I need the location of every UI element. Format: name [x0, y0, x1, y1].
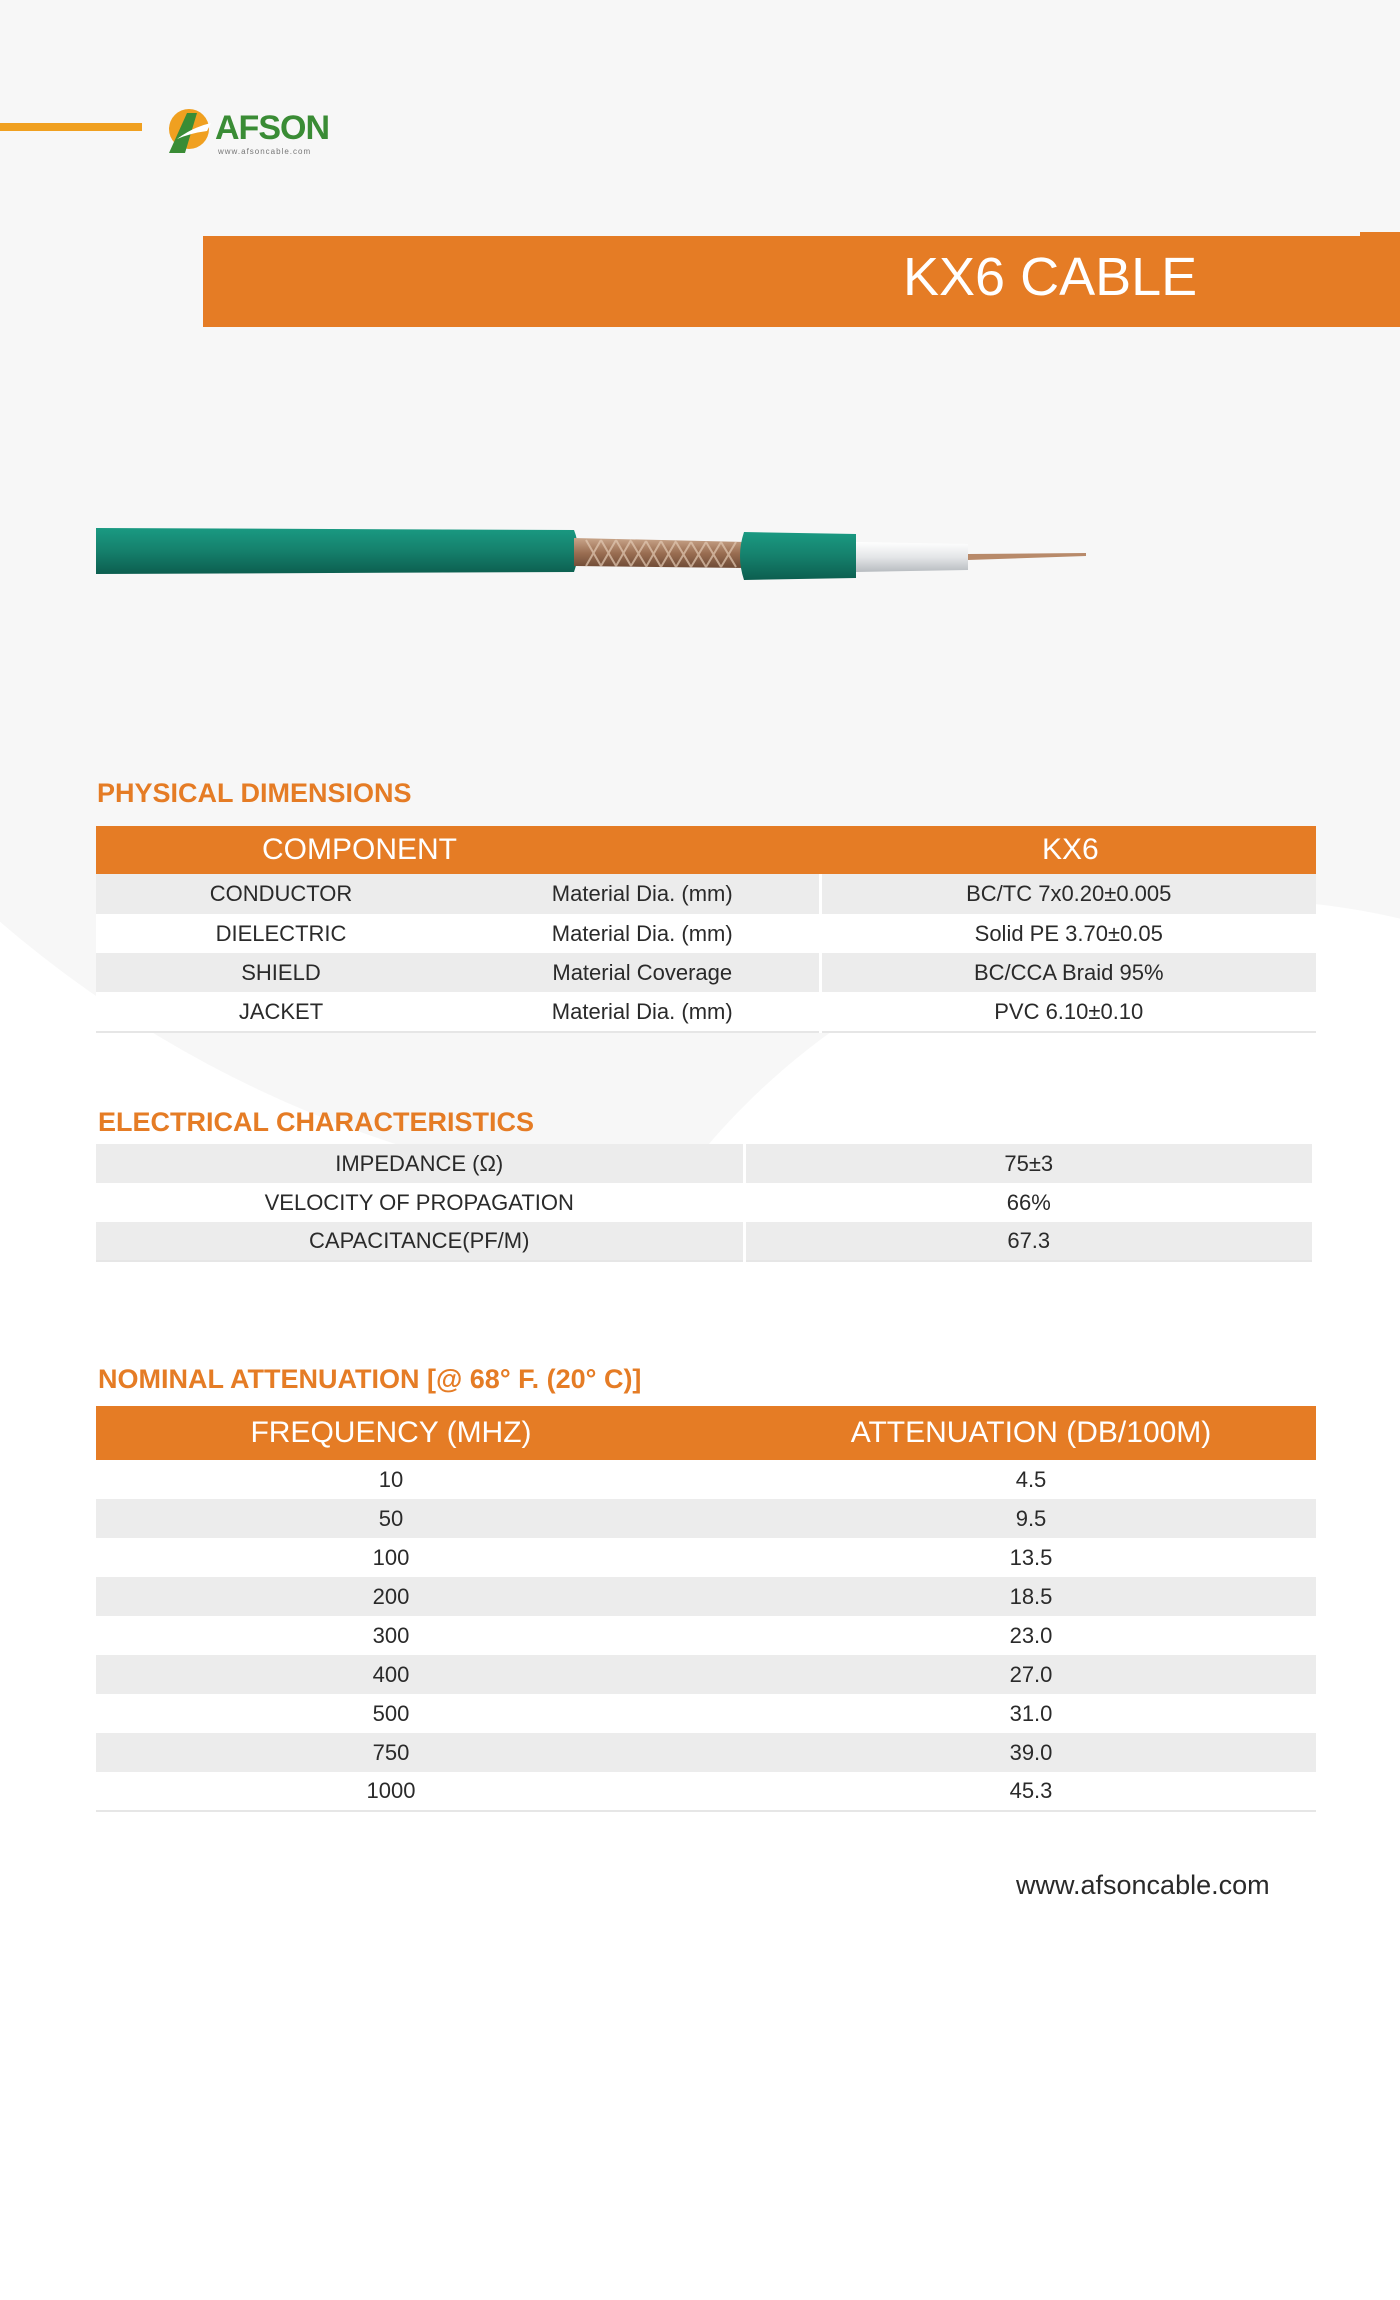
- table-row: [96, 1144, 1312, 1183]
- table-row: [96, 1538, 1316, 1577]
- component-cell: SHIELD: [96, 953, 466, 992]
- attenuation-cell: 13.5: [746, 1538, 1316, 1577]
- characteristic-cell: CAPACITANCE(PF/M): [96, 1222, 744, 1261]
- frequency-cell: 50: [96, 1499, 746, 1538]
- table-row: [96, 1577, 1316, 1616]
- value-cell: 66%: [744, 1183, 1312, 1222]
- value-cell: PVC 6.10±0.10: [820, 992, 1316, 1032]
- attenuation-cell: 23.0: [746, 1616, 1316, 1655]
- frequency-cell: 300: [96, 1616, 746, 1655]
- value-cell: BC/TC 7x0.20±0.005: [820, 874, 1316, 914]
- table-row: [96, 1772, 1316, 1811]
- frequency-cell: 400: [96, 1655, 746, 1694]
- electrical-characteristics-heading: ELECTRICAL CHARACTERISTICS: [98, 1107, 535, 1137]
- page-title: KX6 CABLE: [903, 247, 1198, 307]
- cable-image: [96, 520, 1086, 600]
- table-header-row: [96, 1406, 1316, 1460]
- table-row: [96, 992, 1316, 1032]
- frequency-cell: 750: [96, 1733, 746, 1772]
- electrical-characteristics-table: [96, 1144, 1312, 1262]
- property-cell: Material Dia. (mm): [466, 874, 820, 914]
- table-row: [96, 1499, 1316, 1538]
- property-cell: Material Dia. (mm): [466, 914, 820, 953]
- table-row: [96, 1222, 1312, 1261]
- title-banner: [203, 236, 1400, 327]
- attenuation-cell: 27.0: [746, 1655, 1316, 1694]
- attenuation-column-header: ATTENUATION (DB/100M): [746, 1406, 1316, 1460]
- frequency-cell: 10: [96, 1460, 746, 1499]
- attenuation-cell: 18.5: [746, 1577, 1316, 1616]
- attenuation-cell: 4.5: [746, 1460, 1316, 1499]
- component-cell: JACKET: [96, 992, 466, 1032]
- value-cell: BC/CCA Braid 95%: [820, 953, 1316, 992]
- frequency-cell: 200: [96, 1577, 746, 1616]
- nominal-attenuation-heading: NOMINAL ATTENUATION [@ 68° F. (20° C)]: [98, 1364, 642, 1394]
- attenuation-cell: 39.0: [746, 1733, 1316, 1772]
- footer-website-link[interactable]: www.afsoncable.com: [1016, 1870, 1270, 1900]
- frequency-cell: 500: [96, 1694, 746, 1733]
- title-banner-tab: [1360, 232, 1400, 236]
- value-cell: Solid PE 3.70±0.05: [820, 914, 1316, 953]
- physical-dimensions-heading: PHYSICAL DIMENSIONS: [97, 778, 412, 808]
- frequency-cell: 1000: [96, 1772, 746, 1811]
- attenuation-cell: 9.5: [746, 1499, 1316, 1538]
- table-row: [96, 1655, 1316, 1694]
- table-row: [96, 874, 1316, 914]
- top-accent-line: [0, 123, 142, 131]
- brand-name: AFSON: [215, 109, 329, 147]
- component-cell: CONDUCTOR: [96, 874, 466, 914]
- attenuation-cell: 31.0: [746, 1694, 1316, 1733]
- kx6-column-header: KX6: [820, 826, 1316, 874]
- component-column-header: COMPONENT: [96, 826, 820, 874]
- table-row: [96, 953, 1316, 992]
- brand-url: www.afsoncable.com: [218, 147, 312, 156]
- physical-dimensions-table: [96, 826, 1316, 1033]
- frequency-cell: 100: [96, 1538, 746, 1577]
- value-cell: 67.3: [744, 1222, 1312, 1261]
- table-row: [96, 1694, 1316, 1733]
- table-header-row: [96, 826, 1316, 874]
- frequency-column-header: FREQUENCY (MHZ): [96, 1406, 746, 1460]
- component-cell: DIELECTRIC: [96, 914, 466, 953]
- table-row: [96, 1616, 1316, 1655]
- table-row: [96, 1183, 1312, 1222]
- value-cell: 75±3: [744, 1144, 1312, 1183]
- characteristic-cell: VELOCITY OF PROPAGATION: [96, 1183, 744, 1222]
- afson-logo-icon: [163, 105, 215, 157]
- attenuation-cell: 45.3: [746, 1772, 1316, 1811]
- property-cell: Material Dia. (mm): [466, 992, 820, 1032]
- characteristic-cell: IMPEDANCE (Ω): [96, 1144, 744, 1183]
- property-cell: Material Coverage: [466, 953, 820, 992]
- table-row: [96, 914, 1316, 953]
- table-row: [96, 1733, 1316, 1772]
- table-row: [96, 1460, 1316, 1499]
- nominal-attenuation-table: [96, 1406, 1316, 1812]
